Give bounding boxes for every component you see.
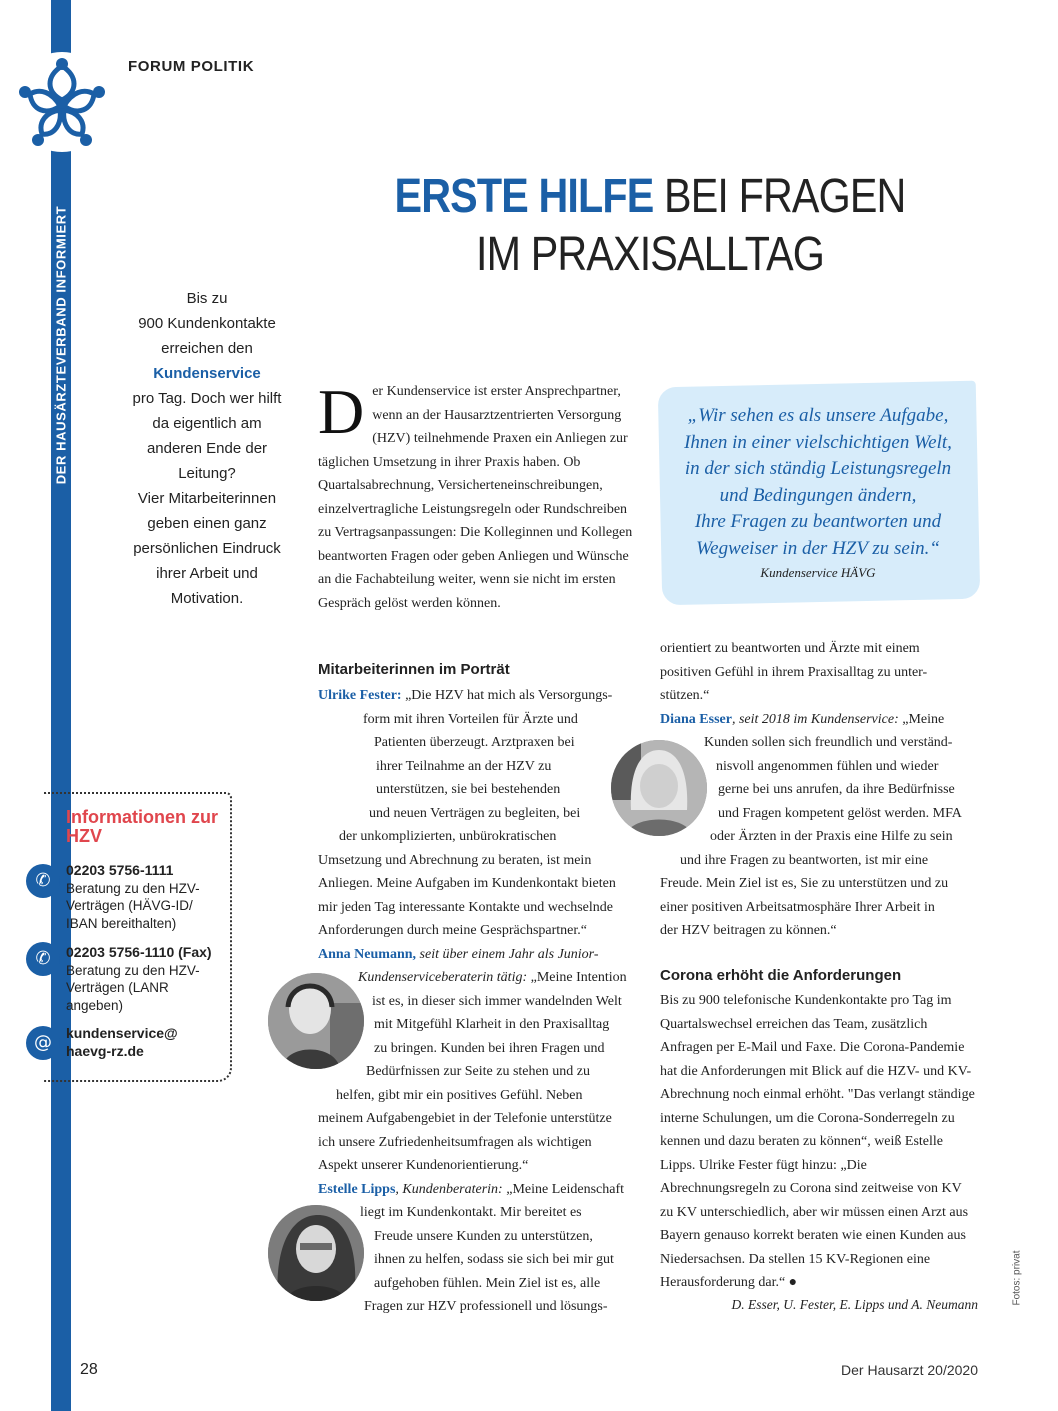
neumann-line: [358, 966, 627, 990]
teaser-line: 900 Kundenkontakte: [138, 315, 276, 332]
right-cont-line: positiven Gefühl in ihrem Praxisalltag zu unter-: [660, 665, 928, 680]
neumann-role: seit über einem Jahr als Junior-: [419, 947, 599, 962]
lipps-text: „Meine Leidenschaft: [506, 1182, 625, 1197]
photo-credit: Fotos: privat: [1011, 1250, 1023, 1306]
esser-photo-graphic: [611, 740, 707, 836]
page-number: 28: [80, 1361, 98, 1378]
neumann-line: ich unsere Zufriedenheitsumfragen als wichtigen: [318, 1135, 592, 1150]
fester-name: Ulrike Fester:: [318, 688, 402, 703]
fester-line: Umsetzung und Abrechnung zu beraten, ist mein: [318, 853, 592, 868]
headline-rest: BEI FRAGEN: [664, 170, 906, 223]
portrait-photo-esser: [611, 740, 707, 836]
fester-line: ihrer Teilnahme an der HZV zu: [376, 759, 552, 774]
headline-line2: IM PRAXISALLTAG: [475, 228, 825, 281]
neumann-line: Aspekt unserer Kundenorientierung.“: [318, 1158, 529, 1173]
phone-number[interactable]: 02203 5756-1111: [66, 862, 174, 878]
quote-line: und Bedingungen ändern,: [719, 484, 917, 506]
esser-line: oder Ärzten in der Praxis eine Hilfe zu sein: [710, 829, 953, 844]
teaser-line: persönlichen Eindruck: [133, 540, 281, 557]
publication-footer: Der Hausarzt 20/2020: [841, 1362, 978, 1378]
teaser-line: anderen Ende der: [146, 440, 268, 457]
esser-line: einer positiven Arbeitsatmosphäre Ihrer Arbeit in: [660, 900, 935, 915]
quote-line: „Wir sehen es als unsere Aufgabe,: [687, 405, 949, 426]
headline-highlight: ERSTE HILFE: [394, 170, 654, 223]
email-link[interactable]: [66, 1025, 226, 1060]
lipps-line: [318, 1178, 624, 1202]
esser-line: und Fragen kompetent gelöst werden. MFA: [718, 806, 962, 821]
fax-number[interactable]: 02203 5756-1110 (Fax): [66, 944, 212, 960]
esser-line: Freude. Mein Ziel ist es, Sie zu unterstützen und zu: [660, 876, 949, 891]
phone-icon: ✆: [26, 864, 60, 898]
teaser-line: da eigentlich am: [152, 415, 262, 432]
email-line-1: kundenservice@: [66, 1025, 178, 1041]
phone-description: Beratung zu den HZV-Verträgen (HÄVG-ID/ IBAN bereithalten): [66, 880, 200, 931]
neumann-line: ist es, in dieser sich immer wandelnden Welt: [372, 994, 622, 1009]
fester-line: der unkomplizierten, unbürokratischen: [339, 829, 557, 844]
fester-line: mir jeden Tag interessante Kontakte und wechselnde: [318, 900, 613, 915]
article-authors: D. Esser, U. Fester, E. Lipps und A. Neumann: [731, 1297, 978, 1312]
corona-heading: Corona erhöht die Anforderungen: [660, 967, 902, 984]
section-label: FORUM POLITIK: [128, 58, 255, 75]
fester-line: form mit ihren Vorteilen für Ärzte und: [363, 712, 578, 727]
right-cont-line: stützen.“: [660, 688, 710, 703]
teaser: [112, 286, 302, 611]
lipps-line: Fragen zur HZV professionell und lösungs-: [364, 1299, 608, 1314]
fester-line: Patienten überzeugt. Arztpraxen bei: [374, 735, 575, 750]
teaser-line: pro Tag. Doch wer hilft: [132, 390, 282, 407]
fester-line: [318, 684, 612, 708]
teaser-line: erreichen den: [161, 340, 253, 357]
fax-block: [66, 944, 226, 1014]
teaser-keyword: Kundenservice: [153, 365, 261, 382]
teaser-line: Leitung?: [178, 465, 236, 482]
fester-text: „Die HZV hat mich als Versorgungs-: [405, 688, 613, 703]
portrait-heading: Mitarbeiterinnen im Porträt: [318, 661, 510, 678]
esser-line: nisvoll angenommen fühlen und wieder: [716, 759, 939, 774]
info-title: Informationen zur HZV: [66, 807, 218, 846]
lipps-line: aufgehoben fühlen. Mein Ziel ist es, alle: [374, 1276, 601, 1291]
fester-line: und neuen Verträgen zu begleiten, bei: [369, 806, 581, 821]
drop-cap: D: [318, 376, 365, 447]
esser-line: Kunden sollen sich freundlich und verständ-: [704, 735, 953, 750]
hausaerzteverband-logo: [16, 56, 108, 148]
fax-phone-icon: ✆: [26, 942, 60, 976]
article-end-mark: ●: [788, 1275, 798, 1290]
teaser-line: geben einen ganz: [147, 515, 267, 532]
teaser-line: Motivation.: [170, 590, 244, 607]
esser-role: , seit 2018 im Kundenservice:: [731, 712, 899, 727]
neumann-line: helfen, gibt mir ein positives Gefühl. Neben: [336, 1088, 583, 1103]
neumann-line: mit Mitgefühl Klarheit in den Praxisalltag: [374, 1017, 610, 1032]
portrait-photo-lipps: [268, 1205, 364, 1301]
phone-block: [66, 862, 226, 932]
quote-line: in der sich ständig Leistungsregeln: [684, 458, 952, 479]
lipps-photo-graphic: [268, 1205, 364, 1301]
email-icon: @: [26, 1026, 60, 1060]
fax-description: Beratung zu den HZV-Verträgen (LANR angeben): [66, 962, 200, 1013]
neumann-photo-graphic: [268, 973, 364, 1069]
lipps-line: liegt im Kundenkontakt. Mir bereitet es: [360, 1205, 582, 1220]
quote-line: Wegweiser in der HZV zu sein.“: [696, 537, 940, 559]
email-line-2: haevg-rz.de: [66, 1042, 144, 1059]
article-headline: [349, 168, 951, 284]
fester-line: Anliegen. Meine Aufgaben im Kundenkontakt bieten: [318, 876, 616, 891]
teaser-line: ihrer Arbeit und: [156, 565, 258, 582]
esser-line: der HZV beitragen zu können.“: [660, 923, 837, 938]
fester-line: unterstützen, sie bei bestehenden: [376, 782, 561, 797]
neumann-text: „Meine Intention: [530, 970, 627, 985]
lipps-line: ihnen zu helfen, sodass sie sich bei mir gut: [374, 1252, 614, 1267]
portrait-photo-neumann: [268, 973, 364, 1069]
intro-text: er Kundenservice ist erster Ansprechpartner, wenn an der Hausarztzentrierten Versorgung (HZV) teilnehmende Praxen ein Anliegen zur täglichen Umsetzung in ihrer Praxis haben. Ob Quartalsabrechnung, Versicherteneinschreibungen, einzelvertragliche Leistungsregeln oder Rundschreiben zu Vertragsanpassungen: Die Kolleginnen und Kollegen beantworten Fragen oder geben Anliegen und Wünsche an die Fachabteilung weiter, wenn sie nicht im ersten Gespräch gelöst werden können.: [318, 384, 633, 611]
corona-paragraph: [660, 989, 978, 1295]
quote-line: Ihnen in einer vielschichtigen Welt,: [684, 431, 952, 453]
quote-source: Kundenservice HÄVG: [760, 565, 876, 580]
neumann-name: Anna Neumann,: [318, 947, 417, 962]
neumann-role: Kundenserviceberaterin tätig:: [358, 970, 528, 985]
quote-line: Ihre Fragen zu beantworten und: [694, 511, 942, 532]
lipps-line: Freude unsere Kunden zu unterstützen,: [374, 1229, 593, 1244]
neumann-line: [318, 943, 599, 967]
fester-line: Anforderungen durch meine Gesprächspartner.“: [318, 923, 588, 938]
teaser-line: Vier Mitarbeiterinnen: [137, 490, 277, 507]
corona-text: Bis zu 900 telefonische Kundenkontakte pro Tag im Quartalswechsel erreichen das Team, zusätzlich Anfragen per E-Mail und Faxe. Die Corona-Pandemie hat die Anforderungen mit Blick auf die HZV- und KV-Abrechnung noch einmal erhöht. "Das verlangt ständige interne Schulungen, um die Corona-Sonderregeln zu kennen und dazu beraten zu können“, weiß Estelle Lipps. Ulrike Fester fügt hinzu: „Die Abrechnungsregeln zu Corona sind zeitweise von KV zu KV unterschiedlich, aber wir müssen einen Arzt aus Bayern genauso korrekt beraten wie einen Kunden aus Niedersachsen. Da stellen 15 KV-Regionen eine Herausforderung dar.“: [660, 993, 975, 1290]
lipps-role: , Kundenberaterin:: [395, 1182, 503, 1197]
esser-line: [660, 708, 944, 732]
neumann-line: meinem Aufgabengebiet in der Telefonie unterstütze: [318, 1111, 612, 1126]
side-bar-label: DER HAUSÄRZTEVERBAND INFORMIERT: [53, 205, 69, 485]
esser-text: „Meine: [902, 712, 945, 727]
pull-quote: [668, 403, 968, 562]
esser-line: gerne bei uns anrufen, da ihre Bedürfnisse: [718, 782, 955, 797]
intro-paragraph: [318, 376, 636, 615]
esser-name: Diana Esser: [660, 712, 732, 727]
teaser-line: Bis zu: [186, 290, 228, 307]
esser-line: und ihre Fragen zu beantworten, ist mir eine: [680, 853, 929, 868]
right-cont-line: orientiert zu beantworten und Ärzte mit einem: [660, 641, 920, 656]
neumann-line: Bedürfnissen zur Seite zu stehen und zu: [366, 1064, 590, 1079]
neumann-line: zu bringen. Kunden bei ihren Fragen und: [374, 1041, 605, 1056]
lipps-name: Estelle Lipps: [318, 1182, 396, 1197]
